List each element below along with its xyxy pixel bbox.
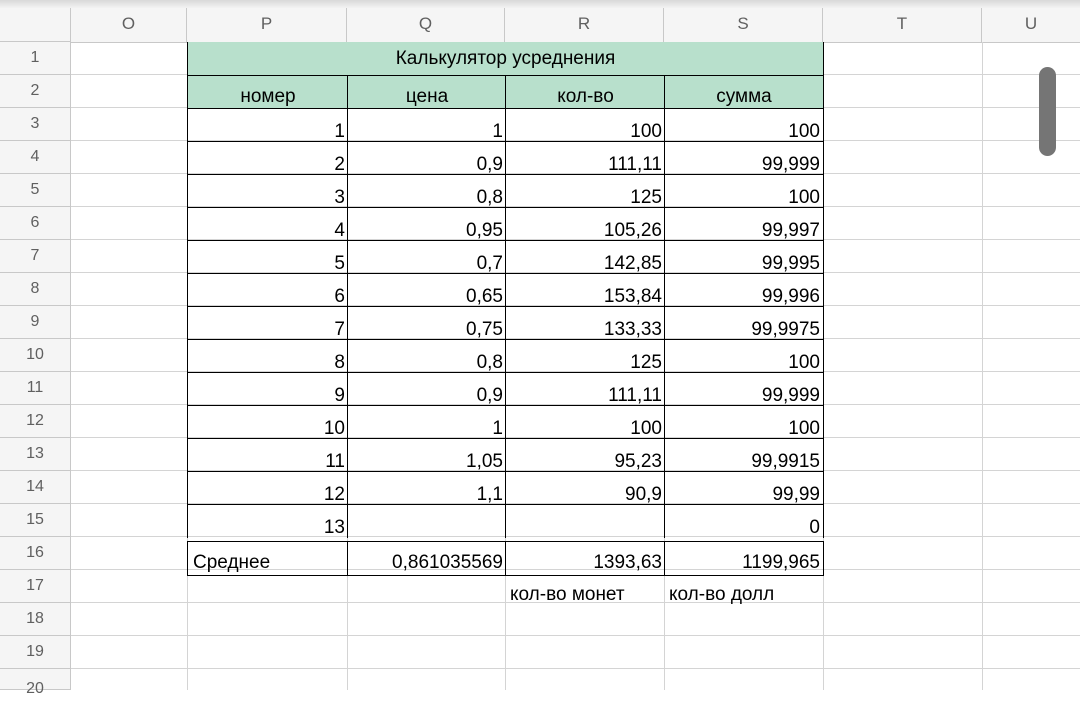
table-cell-number[interactable]: 4 <box>187 207 348 241</box>
row-header-16[interactable]: 16 <box>0 537 71 570</box>
table-cell-quantity[interactable]: 111,11 <box>505 372 665 406</box>
table-cell-sum[interactable]: 99,996 <box>664 273 824 307</box>
table-cell-price[interactable]: 1,05 <box>347 438 506 472</box>
table-cell-sum[interactable]: 99,999 <box>664 141 824 175</box>
row-header-6[interactable]: 6 <box>0 207 71 240</box>
table-cell-quantity[interactable]: 153,84 <box>505 273 665 307</box>
row-header-11[interactable]: 11 <box>0 372 71 405</box>
row-header-18[interactable]: 18 <box>0 603 71 636</box>
header-cell-number[interactable]: номер <box>187 75 348 109</box>
table-cell-price[interactable]: 0,65 <box>347 273 506 307</box>
table-cell-quantity[interactable]: 142,85 <box>505 240 665 274</box>
table-cell-price[interactable]: 0,9 <box>347 372 506 406</box>
table-cell-price[interactable]: 0,75 <box>347 306 506 340</box>
table-cell-number[interactable]: 13 <box>187 504 348 538</box>
vertical-scrollbar[interactable] <box>1039 67 1056 156</box>
label-coins-cell[interactable]: кол-во монет <box>510 584 625 605</box>
row-header-7[interactable]: 7 <box>0 240 71 273</box>
row-header-4[interactable]: 4 <box>0 141 71 174</box>
column-header-o[interactable]: O <box>71 8 187 42</box>
row-header-10[interactable]: 10 <box>0 339 71 372</box>
row-header-9[interactable]: 9 <box>0 306 71 339</box>
row-header-12[interactable]: 12 <box>0 405 71 438</box>
table-cell-sum[interactable]: 99,997 <box>664 207 824 241</box>
header-cell-price[interactable]: цена <box>347 75 506 109</box>
row-header-1[interactable]: 1 <box>0 42 71 75</box>
table-cell-price[interactable]: 0,9 <box>347 141 506 175</box>
table-cell-number[interactable]: 2 <box>187 141 348 175</box>
table-cell-number[interactable]: 11 <box>187 438 348 472</box>
summary-sum-cell[interactable]: 1199,965 <box>664 541 824 576</box>
table-cell-quantity[interactable]: 100 <box>505 405 665 439</box>
table-cell-quantity[interactable]: 125 <box>505 174 665 208</box>
table-cell-quantity[interactable]: 100 <box>505 108 665 142</box>
table-cell-sum[interactable]: 99,9915 <box>664 438 824 472</box>
column-header-s[interactable]: S <box>664 8 823 42</box>
table-cell-quantity[interactable]: 111,11 <box>505 141 665 175</box>
table-cell-number[interactable]: 6 <box>187 273 348 307</box>
row-header-5[interactable]: 5 <box>0 174 71 207</box>
label-dollars-cell[interactable]: кол-во долл <box>669 584 775 605</box>
summary-quantity-cell[interactable]: 1393,63 <box>505 541 665 576</box>
row-header-14[interactable]: 14 <box>0 471 71 504</box>
table-cell-number[interactable]: 12 <box>187 471 348 505</box>
column-header-q[interactable]: Q <box>347 8 505 42</box>
table-cell-price[interactable] <box>347 504 506 538</box>
table-cell-price[interactable]: 0,8 <box>347 174 506 208</box>
table-cell-number[interactable]: 8 <box>187 339 348 373</box>
row-header-20[interactable]: 20 <box>0 669 71 690</box>
table-cell-price[interactable]: 1 <box>347 108 506 142</box>
table-cell-sum[interactable]: 99,995 <box>664 240 824 274</box>
summary-label-cell[interactable]: Среднее <box>187 541 348 576</box>
row-header-15[interactable]: 15 <box>0 504 71 537</box>
table-cell-price[interactable]: 0,8 <box>347 339 506 373</box>
table-cell-number[interactable]: 5 <box>187 240 348 274</box>
column-header-t[interactable]: T <box>823 8 982 42</box>
table-cell-sum[interactable]: 99,99 <box>664 471 824 505</box>
column-header-r[interactable]: R <box>505 8 664 42</box>
table-cell-number[interactable]: 7 <box>187 306 348 340</box>
table-cell-price[interactable]: 1,1 <box>347 471 506 505</box>
table-cell-price[interactable]: 1 <box>347 405 506 439</box>
header-cell-quantity[interactable]: кол-во <box>505 75 665 109</box>
row-header-3[interactable]: 3 <box>0 108 71 141</box>
column-header-p[interactable]: P <box>187 8 347 42</box>
summary-price-cell[interactable]: 0,861035569 <box>347 541 506 576</box>
table-cell-quantity[interactable]: 90,9 <box>505 471 665 505</box>
table-cell-quantity[interactable]: 133,33 <box>505 306 665 340</box>
header-cell-sum[interactable]: сумма <box>664 75 824 109</box>
row-header-19[interactable]: 19 <box>0 636 71 669</box>
table-cell-price[interactable]: 0,95 <box>347 207 506 241</box>
table-cell-quantity[interactable]: 95,23 <box>505 438 665 472</box>
table-cell-number[interactable]: 1 <box>187 108 348 142</box>
select-all-corner[interactable] <box>0 8 71 42</box>
row-header-8[interactable]: 8 <box>0 273 71 306</box>
table-cell-sum[interactable]: 0 <box>664 504 824 538</box>
table-cell-sum[interactable]: 99,999 <box>664 372 824 406</box>
table-cell-number[interactable]: 10 <box>187 405 348 439</box>
table-cell-quantity[interactable]: 125 <box>505 339 665 373</box>
table-cell-sum[interactable]: 100 <box>664 339 824 373</box>
table-cell-price[interactable]: 0,7 <box>347 240 506 274</box>
row-header-2[interactable]: 2 <box>0 75 71 108</box>
top-shadow <box>0 0 1080 8</box>
row-header-17[interactable]: 17 <box>0 570 71 603</box>
table-cell-number[interactable]: 3 <box>187 174 348 208</box>
table-cell-quantity[interactable]: 105,26 <box>505 207 665 241</box>
table-cell-sum[interactable]: 100 <box>664 405 824 439</box>
table-cell-quantity[interactable] <box>505 504 665 538</box>
table-cell-sum[interactable]: 100 <box>664 108 824 142</box>
table-title-cell[interactable]: Калькулятор усреднения <box>187 42 824 75</box>
table-cell-sum[interactable]: 99,9975 <box>664 306 824 340</box>
row-header-13[interactable]: 13 <box>0 438 71 471</box>
table-cell-number[interactable]: 9 <box>187 372 348 406</box>
column-header-u[interactable]: U <box>1024 14 1038 33</box>
table-cell-sum[interactable]: 100 <box>664 174 824 208</box>
